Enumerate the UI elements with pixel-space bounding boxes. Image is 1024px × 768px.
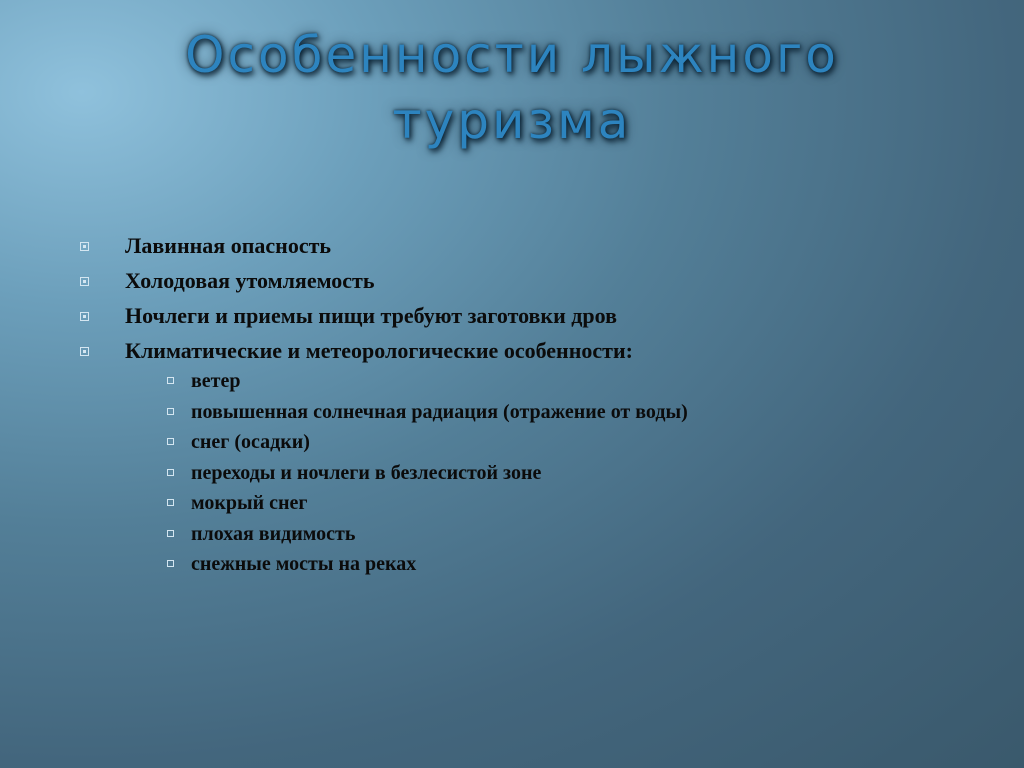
sub-list-item-label: плохая видимость (191, 522, 356, 545)
list-item-label: Холодовая утомляемость (125, 268, 375, 293)
hollow-square-bullet-icon (167, 530, 174, 537)
square-dot-bullet-icon (80, 347, 89, 356)
sub-list-item (76, 427, 976, 458)
hollow-square-bullet-icon (167, 377, 174, 384)
bullet-list (76, 228, 976, 580)
list-item-label: Климатические и метеорологические особенности: (125, 338, 633, 363)
list-item (76, 263, 976, 298)
hollow-square-bullet-icon (167, 469, 174, 476)
sub-list-item (76, 519, 976, 550)
title-line-2: туризма (392, 92, 632, 150)
sub-bullet-list (76, 366, 976, 580)
hollow-square-bullet-icon (167, 499, 174, 506)
sub-list-item-label: переходы и ночлеги в безлесистой зоне (191, 461, 542, 484)
square-dot-bullet-icon (80, 312, 89, 321)
sub-list-item-label: мокрый снег (191, 492, 308, 514)
sub-list-item (76, 397, 976, 428)
sub-list-item-label: снежные мосты на реках (191, 553, 417, 575)
list-item (76, 333, 976, 368)
list-item (76, 298, 976, 333)
square-dot-bullet-icon (80, 277, 89, 286)
sub-list-item (76, 488, 976, 519)
square-dot-bullet-icon (80, 242, 89, 251)
sub-list-item (76, 366, 976, 397)
sub-list-item-label: повышенная солнечная радиация (отражение от воды) (191, 400, 688, 423)
slide-title (60, 22, 964, 154)
list-item (76, 228, 976, 263)
hollow-square-bullet-icon (167, 408, 174, 415)
sub-list-item (76, 549, 976, 580)
list-item-label: Ночлеги и приемы пищи требуют заготовки дров (125, 303, 617, 328)
title-line-1: Особенности лыжного (185, 26, 839, 84)
hollow-square-bullet-icon (167, 560, 174, 567)
list-item-label: Лавинная опасность (125, 233, 332, 258)
sub-list-item (76, 458, 976, 489)
sub-list-item-label: ветер (191, 370, 241, 392)
hollow-square-bullet-icon (167, 438, 174, 445)
sub-list-item-label: снег (осадки) (191, 431, 310, 453)
